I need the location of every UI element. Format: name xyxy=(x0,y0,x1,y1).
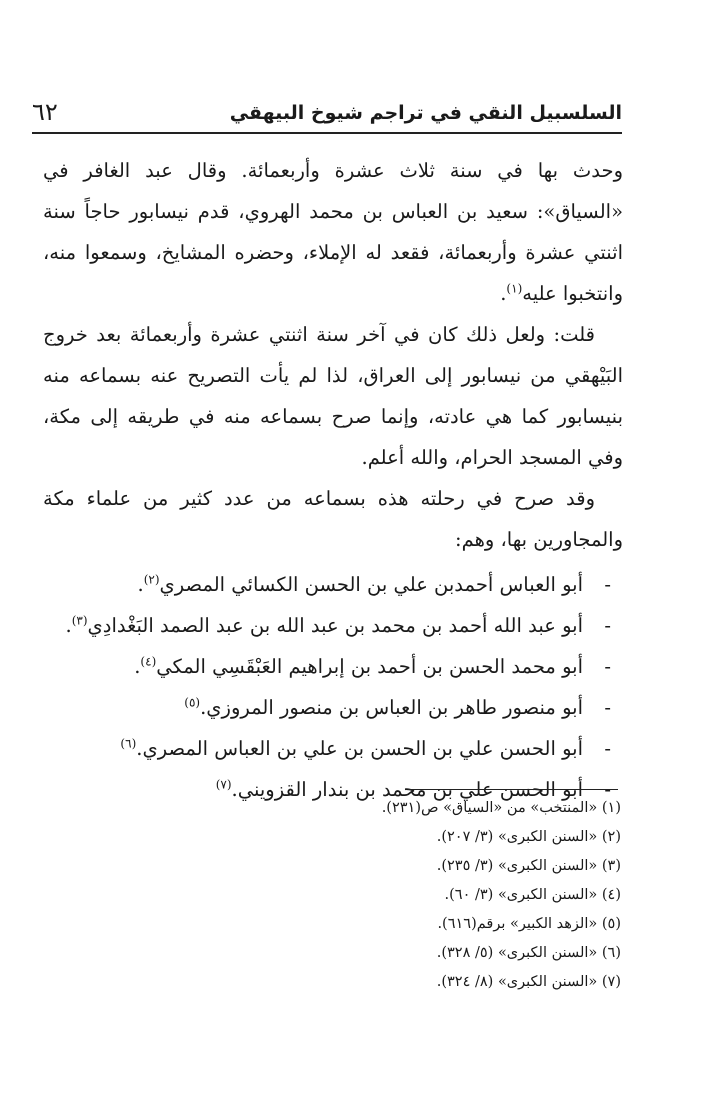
paragraph-1-end: . xyxy=(500,282,507,305)
list-item-text: أبو عبد الله أحمد بن محمد بن عبد الله بن عبد الصمد البَغْدادِي xyxy=(87,614,583,637)
list-item-text: أبو الحسن علي بن محمد بن بندار القزويني. xyxy=(231,778,583,801)
list-item xyxy=(43,605,611,646)
list-item-end: . xyxy=(137,573,144,596)
paragraph-1-text: وحدث بها في سنة ثلاث عشرة وأربعمائة. وقال عبد الغافر في «السياق»: سعيد بن العباس بن محمد الهروي، قدم نيسابور حاجاً سنة اثنتي عشرة وأربعمائة، فقعد له الإملاء، وحضره المشايخ، وسمعوا منه، وانتخبوا عليه xyxy=(43,159,623,305)
list-item xyxy=(43,687,611,728)
footnote-ref: (٥) xyxy=(184,695,201,710)
list-item-end: . xyxy=(134,655,141,678)
footnotes xyxy=(41,794,621,997)
list-item-text: أبو الحسن علي بن الحسن بن علي بن العباس المصري. xyxy=(136,737,583,760)
list-item-text: أبو منصور طاهر بن العباس بن منصور المروزي. xyxy=(200,696,583,719)
main-text xyxy=(43,150,623,810)
footnote: (٦) «السنن الكبرى» (٥/ ٣٢٨). xyxy=(436,945,621,961)
footnote-ref: (٣) xyxy=(71,613,88,628)
list-dash: - xyxy=(604,614,611,637)
running-header xyxy=(32,98,622,134)
page-number: ٦٢ xyxy=(32,98,58,126)
footnote: (٢) «السنن الكبرى» (٣/ ٢٠٧). xyxy=(436,829,621,845)
footnote-ref: (٤) xyxy=(140,654,157,669)
footnote: (٥) «الزهد الكبير» برقم(٦١٦). xyxy=(437,916,621,932)
book-title: السلسبيل النقي في تراجم شيوخ البيهقي xyxy=(229,102,622,124)
teachers-list xyxy=(43,564,623,810)
list-dash: - xyxy=(604,655,611,678)
footnote-ref: (٧) xyxy=(215,777,232,792)
list-item-text: أبو العباس أحمدبن علي بن الحسن الكسائي المصري xyxy=(159,573,583,596)
paragraph-3: وقد صرح في رحلته هذه بسماعه من عدد كثير من علماء مكة والمجاورين بها، وهم: xyxy=(43,487,623,551)
list-item-end: . xyxy=(65,614,72,637)
footnote-ref-1: (١) xyxy=(506,281,523,296)
list-item xyxy=(43,728,611,769)
footnote: (١) «المنتخب» من «السياق» ص(٢٣١). xyxy=(381,800,621,816)
footnote: (٣) «السنن الكبرى» (٣/ ٢٣٥). xyxy=(436,858,621,874)
footnote: (٧) «السنن الكبرى» (٨/ ٣٢٤). xyxy=(436,974,621,990)
list-item xyxy=(43,564,611,605)
footnote: (٤) «السنن الكبرى» (٣/ ٦٠). xyxy=(444,887,621,903)
list-dash: - xyxy=(604,696,611,719)
paragraph-2: قلت: ولعل ذلك كان في آخر سنة اثنتي عشرة وأربعمائة بعد خروج البَيْهقي من نيسابور إلى العراق، لذا لم يأت التصريح عنه بسماعه منه بنيسابور كما هي عادته، وإنما صرح بسماعه منه في طريقه إلى مكة، وفي المسجد الحرام، والله أعلم. xyxy=(43,323,623,469)
list-item xyxy=(43,646,611,687)
footnote-divider xyxy=(408,789,618,790)
list-dash: - xyxy=(604,778,611,801)
paragraph-1 xyxy=(43,150,623,314)
footnote-ref: (٦) xyxy=(120,736,137,751)
footnote-ref: (٢) xyxy=(143,572,160,587)
list-dash: - xyxy=(604,737,611,760)
list-dash: - xyxy=(604,573,611,596)
list-item-text: أبو محمد الحسن بن أحمد بن إبراهيم العَبْقَسِي المكي xyxy=(156,655,583,678)
